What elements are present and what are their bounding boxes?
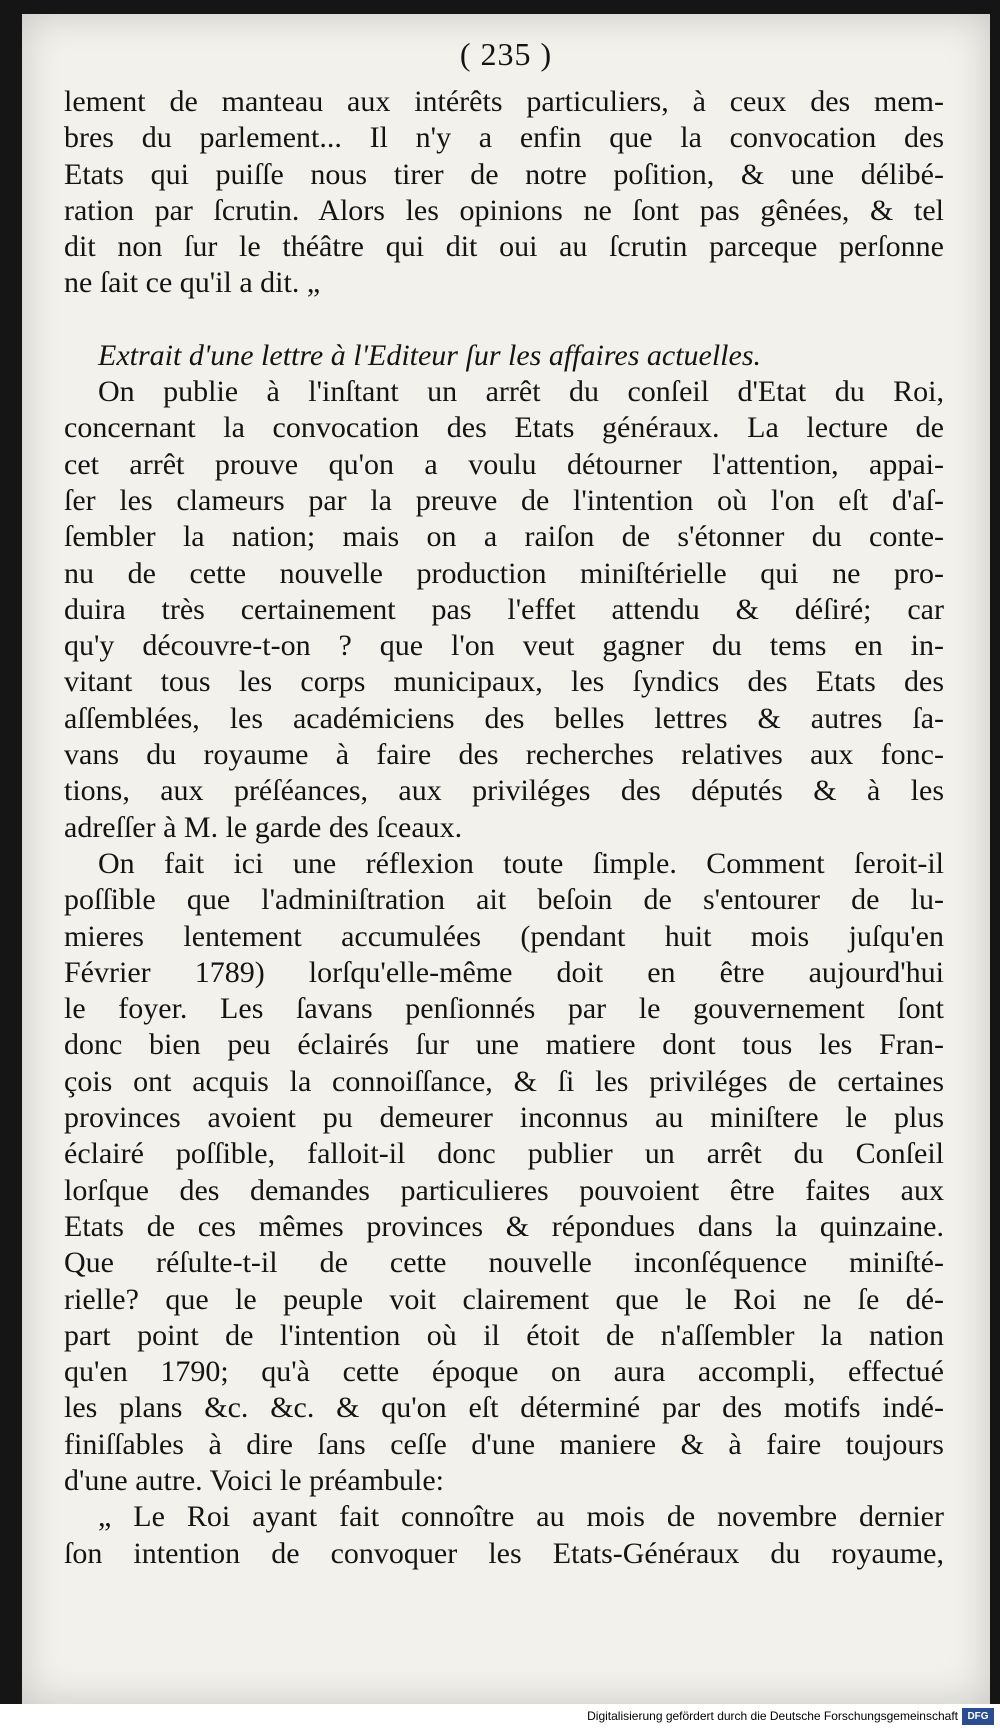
text-line: vitant tous les corps municipaux, les ſyndics des Etats des xyxy=(64,665,944,699)
text-line: Février 1789) lorſqu'elle-même doit en être aujourd'hui xyxy=(64,955,944,989)
book-page xyxy=(22,14,990,1704)
footer-credit: Digitalisierung gefördert durch die Deutsche Forschungsgemeinschaft xyxy=(587,1709,958,1723)
text-line: qu'y découvre-t-on ? que l'on veut gagner du tems en in- xyxy=(64,629,944,663)
text-line: éclairé poſſible, falloit-il donc publier un arrêt du Conſeil xyxy=(64,1137,944,1171)
text-line: ration par ſcrutin. Alors les opinions ne ſont pas gênées, & tel xyxy=(64,193,944,227)
text-line: ne ſait ce qu'il a dit. „ xyxy=(64,266,321,300)
dfg-logo: DFG xyxy=(962,1708,994,1725)
section-heading: Extrait d'une lettre à l'Editeur ſur les affaires actuelles. xyxy=(98,338,762,372)
text-line: rielle? que le peuple voit clairement que le Roi ne ſe dé- xyxy=(64,1282,944,1316)
text-line: ſembler la nation; mais on a raiſon de s'étonner du conte- xyxy=(64,520,944,554)
text-line: aſſemblées, les académiciens des belles lettres & autres ſa- xyxy=(64,701,944,735)
text-line: tions, aux préſéances, aux priviléges des députés & à les xyxy=(64,774,944,808)
text-line xyxy=(64,302,944,338)
text-line: les plans &c. &c. & qu'on eſt déterminé par des motifs indé- xyxy=(64,1391,944,1425)
text-line: part point de l'intention où il étoit de n'aſſembler la nation xyxy=(64,1318,944,1352)
text-line: concernant la convocation des Etats généraux. La lecture de xyxy=(64,411,944,445)
text-line: vans du royaume à faire des recherches relatives aux fonc- xyxy=(64,738,944,772)
text-line: „ Le Roi ayant fait connoître au mois de novembre dernier xyxy=(98,1500,944,1534)
text-line: qu'en 1790; qu'à cette époque on aura accompli, effectué xyxy=(64,1355,944,1389)
text-line: d'une autre. Voici le préambule: xyxy=(64,1463,445,1497)
text-line: lement de manteau aux intérêts particuliers, à ceux des mem- xyxy=(64,85,944,118)
text-line: adreſſer à M. le garde des ſceaux. xyxy=(64,810,463,844)
text-line: ſon intention de convoquer les Etats-Généraux du royaume, xyxy=(64,1536,944,1570)
footer-bar xyxy=(0,1704,1000,1730)
text-line: donc bien peu éclairés ſur une matiere dont tous les Fran- xyxy=(64,1028,944,1062)
text-line: nu de cette nouvelle production miniſtérielle qui ne pro- xyxy=(64,556,944,590)
page-number: ( 235 ) xyxy=(459,36,553,72)
text-line: Etats qui puiſſe nous tirer de notre poſition, & une délibé- xyxy=(64,157,944,191)
text-line: ſer les clameurs par la preuve de l'intention où l'on eſt d'aſ- xyxy=(64,483,944,517)
text-line: On fait ici une réflexion toute ſimple. Comment ſeroit-il xyxy=(98,846,944,880)
text-line: dit non ſur le théâtre qui dit oui au ſcrutin parceque perſonne xyxy=(64,230,944,264)
text-line: mieres lentement accumulées (pendant huit mois juſqu'en xyxy=(64,919,944,953)
body-text xyxy=(64,84,944,1572)
text-line: bres du parlement... Il n'y a enfin que la convocation des xyxy=(64,121,944,155)
text-line: Que réſulte-t-il de cette nouvelle inconſéquence miniſté- xyxy=(64,1246,944,1280)
text-line: provinces avoient pu demeurer inconnus au miniſtere le plus xyxy=(64,1101,944,1135)
text-line: Etats de ces mêmes provinces & répondues dans la quinzaine. xyxy=(64,1209,944,1243)
text-line: le foyer. Les ſavans penſionnés par le gouvernement ſont xyxy=(64,992,944,1026)
text-line: çois ont acquis la connoiſſance, & ſi les priviléges de certaines xyxy=(64,1064,944,1098)
text-line: cet arrêt prouve qu'on a voulu détourner l'attention, appai- xyxy=(64,447,944,481)
text-line: poſſible que l'adminiſtration ait beſoin de s'entourer de lu- xyxy=(64,883,944,917)
text-line: On publie à l'inſtant un arrêt du conſeil d'Etat du Roi, xyxy=(98,375,944,409)
text-line: duira très certainement pas l'effet attendu & déſiré; car xyxy=(64,592,944,626)
text-line: finiſſables à dire ſans ceſſe d'une maniere & à faire toujours xyxy=(64,1427,944,1461)
text-line: lorſque des demandes particulieres pouvoient être faites aux xyxy=(64,1173,944,1207)
